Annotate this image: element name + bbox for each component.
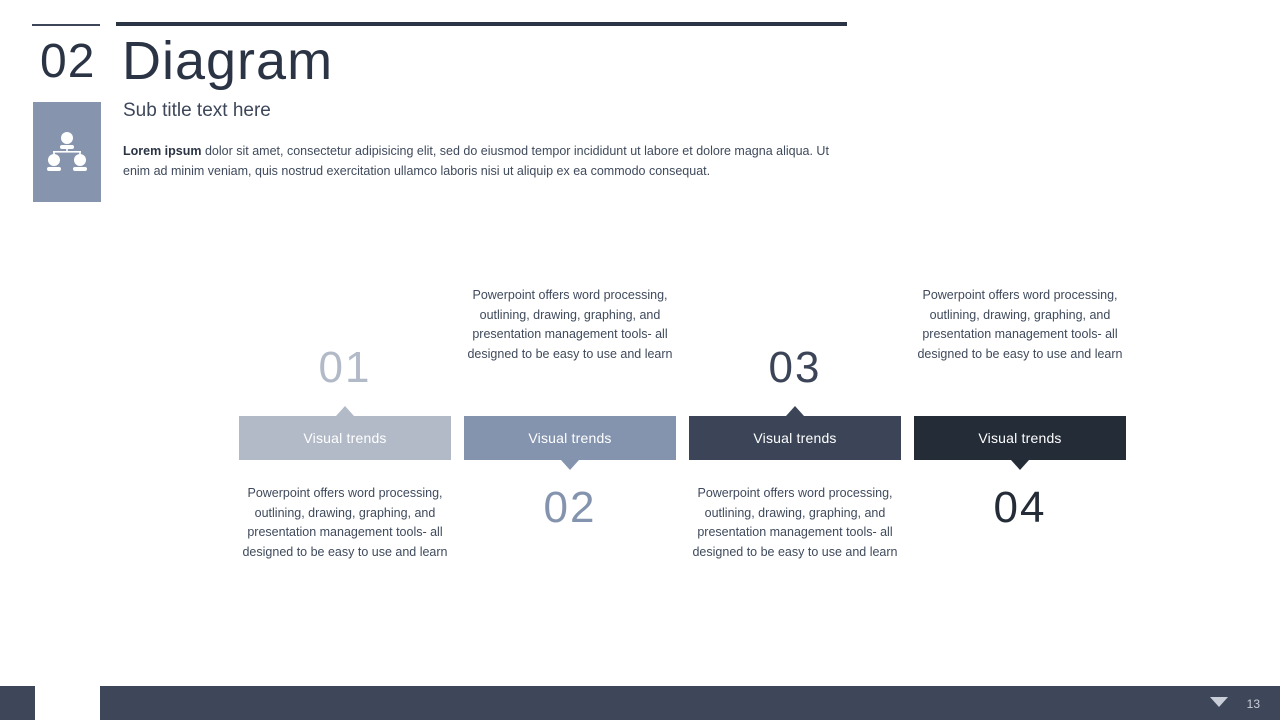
step-label-1: Visual trends: [303, 430, 387, 446]
org-chart-icon: [33, 130, 101, 174]
footer-notch: [35, 686, 100, 720]
header-rule-right: [116, 22, 847, 26]
footer-bar: [0, 686, 1280, 720]
intro-lead: Lorem ipsum: [123, 144, 202, 158]
intro-paragraph: [123, 142, 838, 181]
step-number-4: 04: [993, 483, 1047, 532]
step-bar-3[interactable]: [689, 416, 901, 460]
step-label-3: Visual trends: [753, 430, 837, 446]
diagram: [0, 270, 1280, 610]
step-number-3: 03: [768, 343, 822, 392]
step-description-1: Powerpoint offers word processing, outlining, drawing, graphing, and presentation management tools- all designed to be easy to use and learn: [242, 486, 448, 559]
page-number: 13: [1246, 697, 1260, 711]
step-description-3: Powerpoint offers word processing, outlining, drawing, graphing, and presentation management tools- all designed to be easy to use and learn: [692, 486, 898, 559]
step-description-4: Powerpoint offers word processing, outlining, drawing, graphing, and presentation management tools- all designed to be easy to use and learn: [917, 288, 1123, 361]
step-bar-4[interactable]: [914, 416, 1126, 460]
arrow-down-icon: [561, 460, 579, 470]
page-subtitle: Sub title text here: [123, 100, 271, 121]
step-number-1: 01: [318, 343, 372, 392]
section-icon-box: [33, 102, 101, 202]
step-bar-2[interactable]: [464, 416, 676, 460]
header-rule-left: [32, 24, 100, 26]
triangle-down-icon[interactable]: [1210, 697, 1228, 707]
step-label-2: Visual trends: [528, 430, 612, 446]
arrow-down-icon: [1011, 460, 1029, 470]
page-title: Diagram: [122, 31, 334, 91]
intro-body: dolor sit amet, consectetur adipisicing elit, sed do eiusmod tempor incididunt ut labore et dolore magna aliqua. Ut enim ad minim veniam, quis nostrud exercitation ullamco laboris nisi ut aliquip ex ea commodo consequat.: [123, 144, 829, 178]
step-bar-1[interactable]: [239, 416, 451, 460]
step-number-2: 02: [543, 483, 597, 532]
section-number: 02: [40, 35, 96, 88]
arrow-up-icon: [336, 406, 354, 416]
step-description-2: Powerpoint offers word processing, outlining, drawing, graphing, and presentation management tools- all designed to be easy to use and learn: [467, 288, 673, 361]
step-label-4: Visual trends: [978, 430, 1062, 446]
arrow-up-icon: [786, 406, 804, 416]
